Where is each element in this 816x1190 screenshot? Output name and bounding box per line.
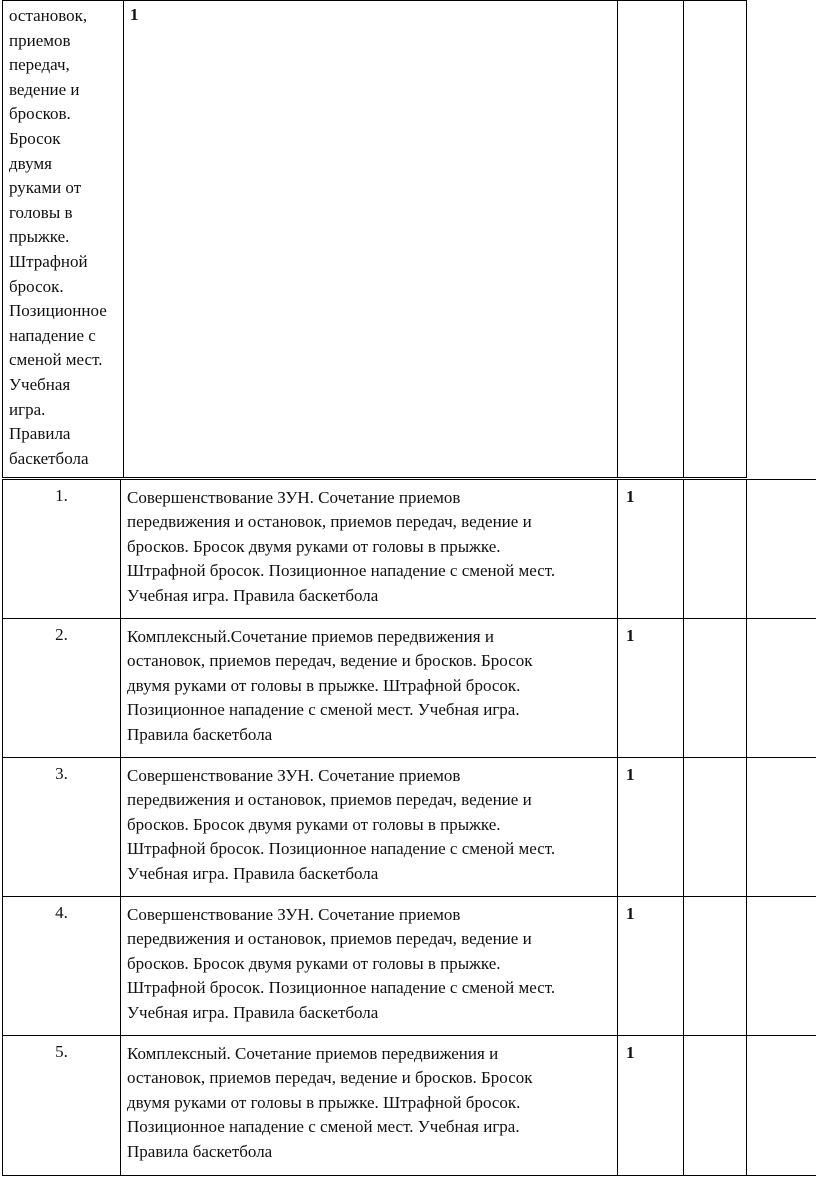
lesson-topic-cell [121,1036,618,1176]
topic-line: приемов [9,30,71,50]
topic-line: Позиционное [9,301,107,321]
lesson-topic-cell [121,758,618,897]
lesson-topic-text [121,480,617,608]
lesson-topic-cell [3,1,124,478]
hours-cell [618,758,684,897]
lesson-topic-text [3,1,123,471]
topic-line: передвижения и остановок, приемов передач, ведение и [127,512,532,532]
empty-cell [747,480,816,619]
topic-line: передвижения и остановок, приемов передач, ведение и [127,929,532,949]
topic-line: нападение с [9,325,96,345]
topic-line: Позиционное нападение с сменой мест. Учебная игра. [127,700,520,720]
topic-line: прыжке. [9,227,70,247]
topic-line: Правила баскетбола [127,1141,273,1161]
hours-value: 1 [626,765,635,784]
topic-line: Комплексный. Сочетание приемов передвижения и [127,1044,499,1063]
hours-cell [618,480,684,619]
table-row [3,619,816,758]
topic-line: остановок, приемов передач, ведение и бросков. Бросок [127,651,533,671]
topic-line: бросков. Бросок двумя руками от головы в прыжке. [127,536,501,556]
topic-line: Совершенствование ЗУН. Сочетание приемов [127,766,461,785]
topic-line: Штрафной [9,251,88,271]
continuation-table [2,0,747,478]
empty-cell [684,619,747,758]
topic-line: двумя [9,153,52,173]
lesson-topic-cell [121,480,618,619]
empty-cell [618,1,684,478]
topic-line: Учебная игра. Правила баскетбола [127,863,379,883]
lesson-number-cell [3,897,121,1036]
topic-line: игра. [9,399,46,419]
empty-cell [747,758,816,897]
empty-cell [747,897,816,1036]
hours-cell [124,1,618,478]
empty-cell [684,480,747,619]
topic-line: Учебная игра. Правила баскетбола [127,585,379,605]
table-row [3,1036,816,1176]
topic-line: бросков. Бросок двумя руками от головы в прыжке. [127,953,501,973]
topic-line: сменой мест. [9,350,103,370]
hours-value: 1 [626,626,635,645]
topic-line: Совершенствование ЗУН. Сочетание приемов [127,905,461,924]
hours-value: 1 [626,487,635,506]
topic-line: бросок. [9,276,64,296]
topic-line: передач, [9,55,70,75]
table-row [3,897,816,1036]
lesson-topic-text [121,619,617,747]
lesson-topic-cell [121,619,618,758]
topic-line: бросков. Бросок двумя руками от головы в прыжке. [127,814,501,834]
empty-cell [747,619,816,758]
topic-line: Учебная [9,374,71,394]
lesson-number: 4. [55,903,68,922]
topic-line: Правила [9,424,71,444]
lesson-topic-text [121,758,617,886]
lesson-number: 1. [55,486,68,505]
topic-line: ведение и [9,79,80,99]
lesson-number: 3. [55,764,68,783]
lesson-number-cell [3,1036,121,1176]
lesson-number: 2. [55,625,68,644]
topic-line: передвижения и остановок, приемов передач, ведение и [127,790,532,810]
topic-line: остановок, [9,6,88,25]
lesson-number-cell [3,480,121,619]
lesson-topic-text [121,1036,617,1164]
topic-line: головы в [9,202,73,222]
topic-line: Совершенствование ЗУН. Сочетание приемов [127,488,461,507]
lesson-number: 5. [55,1042,68,1061]
topic-line: Комплексный.Сочетание приемов передвижения и [127,627,494,646]
table-row [3,1,747,478]
topic-line: Правила баскетбола [127,724,273,744]
empty-cell [747,1036,816,1176]
hours-cell [618,897,684,1036]
topic-line: двумя руками от головы в прыжке. Штрафной бросок. [127,675,521,695]
topic-line: двумя руками от головы в прыжке. Штрафной бросок. [127,1092,521,1112]
lesson-topic-text [121,897,617,1025]
topic-line: Позиционное нападение с сменой мест. Учебная игра. [127,1117,520,1137]
lesson-number-cell [3,619,121,758]
hours-cell [618,1036,684,1176]
empty-cell [684,1,747,478]
lesson-number-cell [3,758,121,897]
topic-line: Штрафной бросок. Позиционное нападение с сменой мест. [127,561,556,581]
topic-line: остановок, приемов передач, ведение и бросков. Бросок [127,1068,533,1088]
topic-line: Штрафной бросок. Позиционное нападение с сменой мест. [127,978,556,998]
lessons-table [2,479,816,1176]
lesson-topic-cell [121,897,618,1036]
topic-line: Бросок [9,128,61,148]
empty-cell [684,1036,747,1176]
topic-line: баскетбола [9,448,89,468]
topic-line: Штрафной бросок. Позиционное нападение с сменой мест. [127,839,556,859]
table-row [3,758,816,897]
hours-value: 1 [130,5,139,24]
hours-cell [618,619,684,758]
topic-line: Учебная игра. Правила баскетбола [127,1002,379,1022]
empty-cell [684,897,747,1036]
table-row [3,480,816,619]
hours-value: 1 [626,1043,635,1062]
hours-value: 1 [626,904,635,923]
empty-cell [684,758,747,897]
topic-line: бросков. [9,104,71,124]
topic-line: руками от [9,178,82,198]
